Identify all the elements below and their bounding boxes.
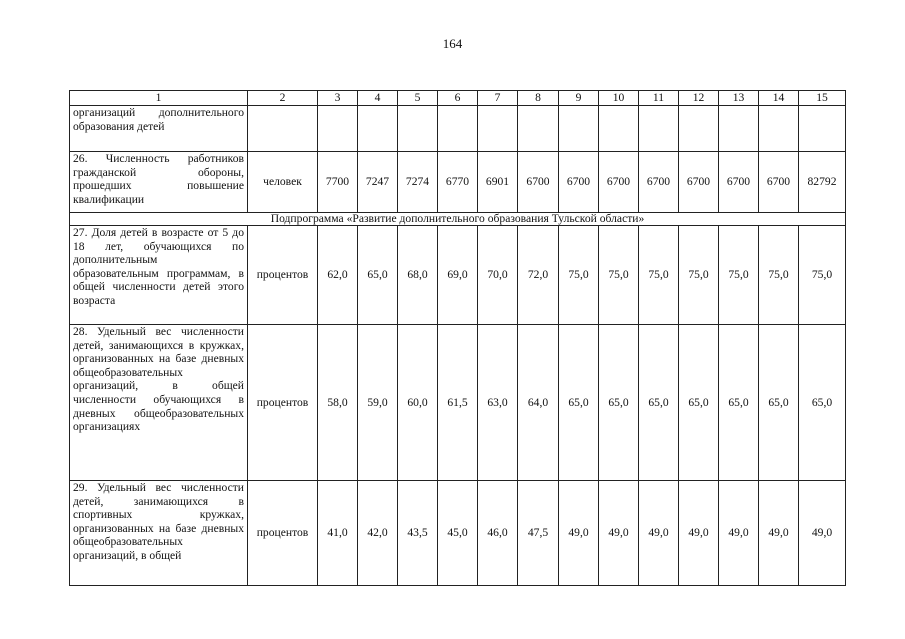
- value-cell: 75,0: [719, 226, 759, 325]
- value-cell: 6700: [759, 152, 799, 213]
- value-cell: [438, 106, 478, 152]
- header-row: [70, 91, 846, 106]
- value-cell: 75,0: [679, 226, 719, 325]
- value-cell: 59,0: [358, 325, 398, 481]
- table-row: [70, 152, 846, 213]
- value-cell: 60,0: [398, 325, 438, 481]
- header-cell: 8: [518, 91, 559, 106]
- unit-cell: процентов: [248, 481, 318, 586]
- value-cell: 61,5: [438, 325, 478, 481]
- value-cell: 6700: [518, 152, 559, 213]
- header-cell: 7: [478, 91, 518, 106]
- table-row: [70, 226, 846, 325]
- unit-cell: [248, 106, 318, 152]
- header-cell: 13: [719, 91, 759, 106]
- header-cell: 9: [559, 91, 599, 106]
- value-cell: [398, 106, 438, 152]
- value-cell: [639, 106, 679, 152]
- value-cell: 62,0: [318, 226, 358, 325]
- value-cell: 7700: [318, 152, 358, 213]
- value-cell: 65,0: [799, 325, 846, 481]
- indicator-name: [70, 152, 248, 213]
- indicator-name-text: 26. Численность работников гражданской обороны, прошедших повышение квалификации: [73, 152, 244, 206]
- value-cell: 49,0: [679, 481, 719, 586]
- value-cell: [559, 106, 599, 152]
- value-cell: 6700: [679, 152, 719, 213]
- value-cell: 49,0: [599, 481, 639, 586]
- value-cell: 49,0: [639, 481, 679, 586]
- value-cell: 65,0: [719, 325, 759, 481]
- value-cell: 47,5: [518, 481, 559, 586]
- table-row: [70, 325, 846, 481]
- indicator-name-text: 28. Удельный вес численности детей, занимающихся в кружках, организованных на базе дневных общеобразовательных организаций, в общей численности обучающихся в дневных общеобразовательных организациях: [73, 325, 244, 434]
- subprogram-row: [70, 213, 846, 226]
- value-cell: [599, 106, 639, 152]
- value-cell: 49,0: [799, 481, 846, 586]
- indicator-name: [70, 106, 248, 152]
- header-cell: 5: [398, 91, 438, 106]
- indicators-table: [69, 90, 846, 586]
- value-cell: 43,5: [398, 481, 438, 586]
- value-cell: 75,0: [759, 226, 799, 325]
- value-cell: [719, 106, 759, 152]
- page-number: 164: [442, 36, 463, 51]
- value-cell: 45,0: [438, 481, 478, 586]
- indicator-name-text: 27. Доля детей в возрасте от 5 до 18 лет, обучающихся по дополнительным образовательным программам, в общей численности детей этого возраста: [73, 226, 244, 307]
- value-cell: 65,0: [759, 325, 799, 481]
- value-cell: 49,0: [719, 481, 759, 586]
- value-cell: 65,0: [358, 226, 398, 325]
- indicator-name: [70, 226, 248, 325]
- unit-cell: процентов: [248, 226, 318, 325]
- value-cell: 6700: [559, 152, 599, 213]
- table-row: [70, 481, 846, 586]
- value-cell: 63,0: [478, 325, 518, 481]
- value-cell: 68,0: [398, 226, 438, 325]
- value-cell: 49,0: [759, 481, 799, 586]
- indicator-name-text: 29. Удельный вес численности детей, занимающихся в спортивных кружках, организованных на базе дневных общеобразовательных организаций, в общей: [73, 481, 244, 562]
- value-cell: 7247: [358, 152, 398, 213]
- value-cell: [318, 106, 358, 152]
- header-cell: 10: [599, 91, 639, 106]
- value-cell: 41,0: [318, 481, 358, 586]
- header-cell: 14: [759, 91, 799, 106]
- header-cell: 4: [358, 91, 398, 106]
- indicator-name-text: организаций дополнительного образования детей: [73, 106, 244, 133]
- unit-cell: процентов: [248, 325, 318, 481]
- header-cell: 6: [438, 91, 478, 106]
- header-cell: 12: [679, 91, 719, 106]
- value-cell: 6700: [639, 152, 679, 213]
- value-cell: 65,0: [599, 325, 639, 481]
- value-cell: 75,0: [599, 226, 639, 325]
- value-cell: 69,0: [438, 226, 478, 325]
- subprogram-title: Подпрограмма «Развитие дополнительного образования Тульской области»: [70, 213, 846, 226]
- value-cell: 6700: [719, 152, 759, 213]
- indicator-name: [70, 481, 248, 586]
- header-cell: 1: [70, 91, 248, 106]
- header-cell: 15: [799, 91, 846, 106]
- header-cell: 11: [639, 91, 679, 106]
- value-cell: [358, 106, 398, 152]
- indicator-name: [70, 325, 248, 481]
- value-cell: 75,0: [639, 226, 679, 325]
- table-row: [70, 106, 846, 152]
- header-cell: 2: [248, 91, 318, 106]
- value-cell: [518, 106, 559, 152]
- value-cell: 72,0: [518, 226, 559, 325]
- value-cell: 7274: [398, 152, 438, 213]
- value-cell: 6901: [478, 152, 518, 213]
- value-cell: 75,0: [559, 226, 599, 325]
- value-cell: 46,0: [478, 481, 518, 586]
- value-cell: 6700: [599, 152, 639, 213]
- value-cell: 64,0: [518, 325, 559, 481]
- value-cell: 70,0: [478, 226, 518, 325]
- value-cell: 65,0: [639, 325, 679, 481]
- unit-cell: человек: [248, 152, 318, 213]
- value-cell: 58,0: [318, 325, 358, 481]
- value-cell: [679, 106, 719, 152]
- value-cell: 65,0: [559, 325, 599, 481]
- value-cell: [799, 106, 846, 152]
- value-cell: 49,0: [559, 481, 599, 586]
- value-cell: 65,0: [679, 325, 719, 481]
- value-cell: 42,0: [358, 481, 398, 586]
- value-cell: 75,0: [799, 226, 846, 325]
- value-cell: 82792: [799, 152, 846, 213]
- header-cell: 3: [318, 91, 358, 106]
- value-cell: 6770: [438, 152, 478, 213]
- value-cell: [478, 106, 518, 152]
- value-cell: [759, 106, 799, 152]
